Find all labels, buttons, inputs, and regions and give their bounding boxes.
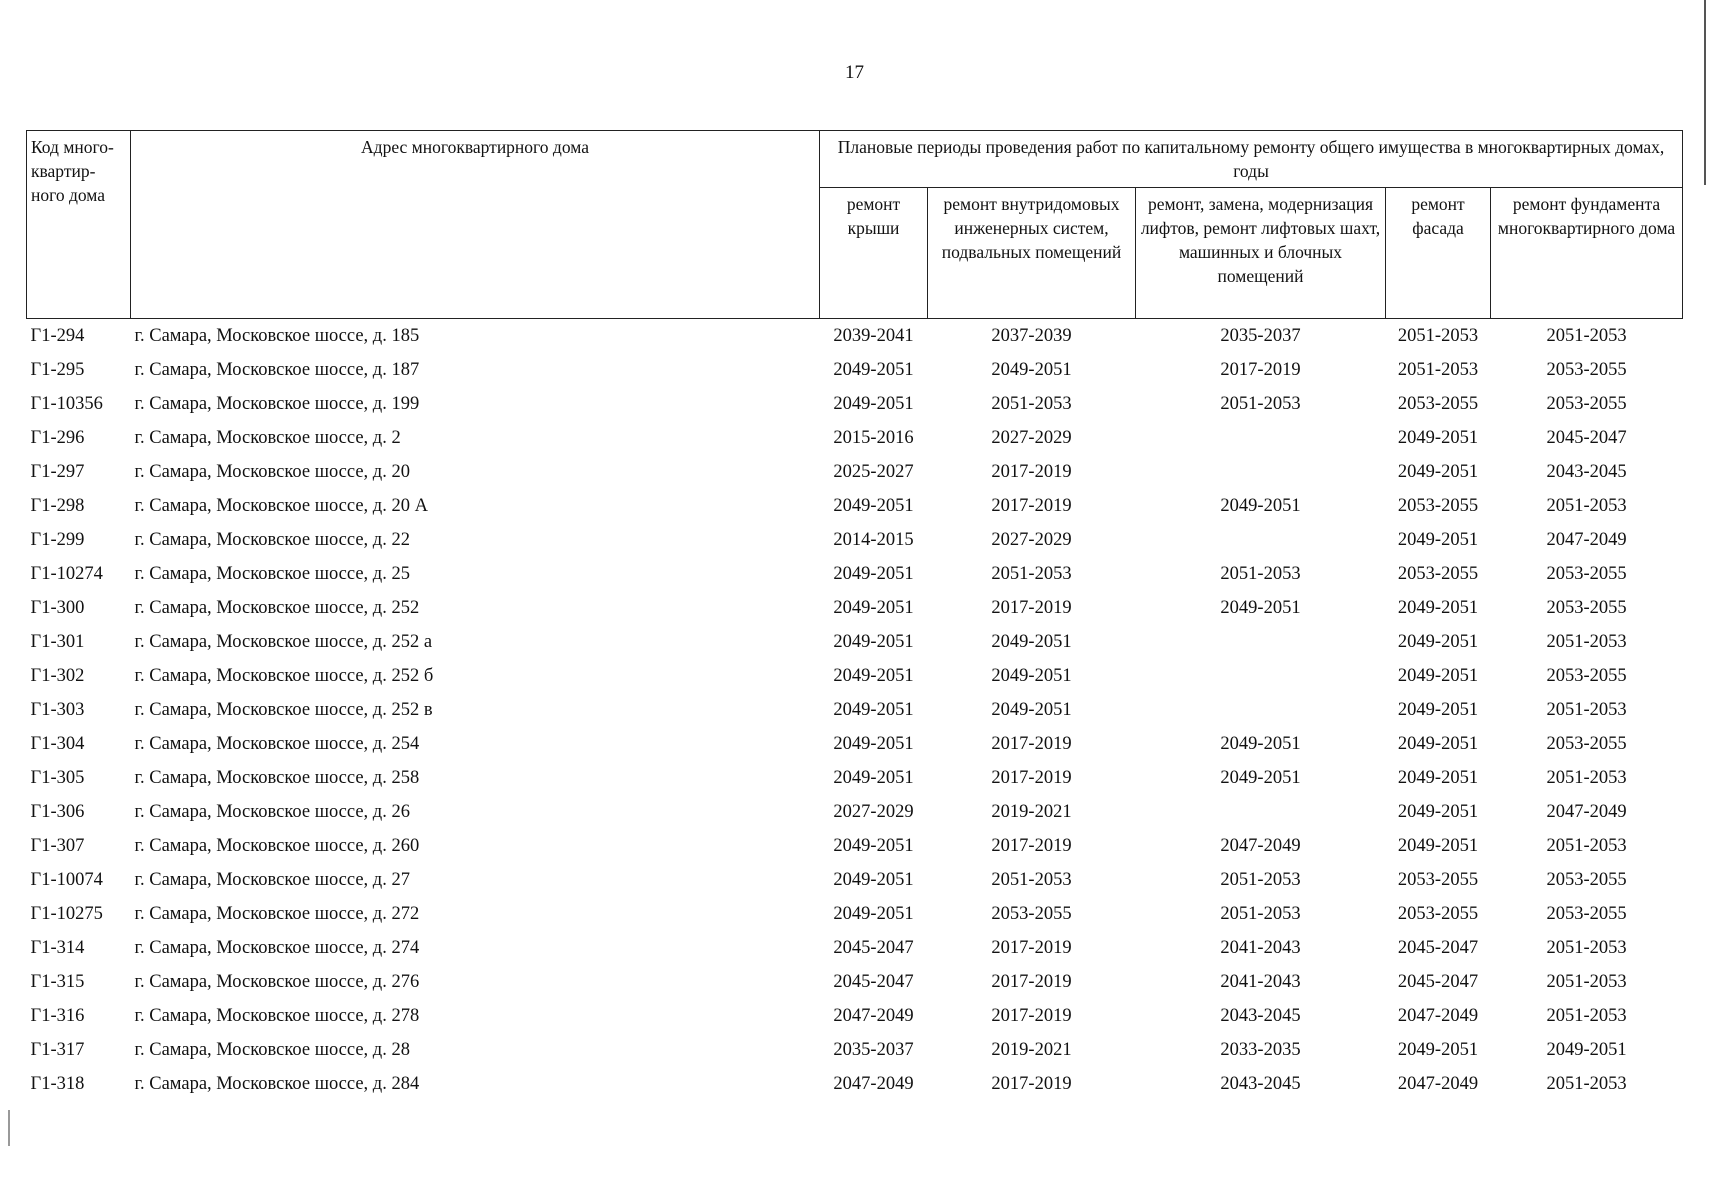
table-row [27,761,1683,795]
header-address: Адрес многоквартирного дома [131,131,820,319]
row-systems: 2017-2019 [991,462,1072,482]
row-systems: 2019-2021 [991,1040,1072,1060]
row-facade: 2049-2051 [1397,836,1479,856]
row-foundation: 2051-2053 [1546,632,1627,652]
row-roof: 2045-2047 [833,938,914,958]
row-roof: 2049-2051 [833,632,914,652]
row-foundation: 2051-2053 [1546,1074,1627,1094]
row-address: г. Самара, Московское шоссе, д. 254 [134,734,420,754]
row-facade: 2049-2051 [1397,768,1479,788]
row-address: г. Самара, Московское шоссе, д. 260 [134,836,420,856]
table-row [27,659,1683,693]
row-systems: 2017-2019 [991,938,1072,958]
row-lifts: 2043-2045 [1220,1006,1301,1026]
header-lifts: ремонт, замена, модернизация лифтов, ремонт лифтовых шахт, машинных и блочных помещений [1136,188,1386,319]
row-systems: 2037-2039 [991,326,1072,346]
row-lifts: 2041-2043 [1220,938,1301,958]
row-code: Г1-10074 [30,870,103,890]
row-code: Г1-296 [30,428,85,448]
row-foundation: 2053-2055 [1546,870,1627,890]
table-row [27,421,1683,455]
row-lifts: 2049-2051 [1220,496,1301,516]
row-lifts [1136,455,1386,489]
row-facade: 2051-2053 [1397,326,1479,346]
row-systems: 2051-2053 [991,870,1072,890]
table-row [27,557,1683,591]
row-lifts: 2041-2043 [1220,972,1301,992]
row-address: г. Самара, Московское шоссе, д. 187 [134,360,420,380]
row-systems: 2017-2019 [991,836,1072,856]
row-code: Г1-294 [30,326,85,346]
row-systems: 2027-2029 [991,530,1072,550]
table-row [27,387,1683,421]
row-systems: 2017-2019 [991,1006,1072,1026]
row-lifts [1136,625,1386,659]
row-roof: 2027-2029 [833,802,914,822]
header-code: Код много-квартир-ного дома [27,131,131,319]
table-row [27,795,1683,829]
row-address: г. Самара, Московское шоссе, д. 284 [134,1074,420,1094]
row-systems: 2017-2019 [991,768,1072,788]
header-periods-group: Плановые периоды проведения работ по капитальному ремонту общего имущества в многоквартирных домах, годы [820,131,1683,188]
table-row [27,1033,1683,1067]
row-systems: 2017-2019 [991,734,1072,754]
row-code: Г1-304 [30,734,85,754]
row-roof: 2035-2037 [833,1040,914,1060]
row-systems: 2017-2019 [991,1074,1072,1094]
row-roof: 2047-2049 [833,1074,914,1094]
row-systems: 2049-2051 [991,632,1072,652]
row-code: Г1-10356 [30,394,103,414]
row-facade: 2049-2051 [1397,1040,1479,1060]
row-roof: 2015-2016 [833,428,914,448]
table-row [27,625,1683,659]
row-roof: 2049-2051 [833,734,914,754]
row-foundation: 2051-2053 [1546,836,1627,856]
header-foundation: ремонт фундамента многоквартирного дома [1491,188,1683,319]
row-roof: 2049-2051 [833,394,914,414]
row-code: Г1-303 [30,700,85,720]
table-row [27,489,1683,523]
row-address: г. Самара, Московское шоссе, д. 2 [134,428,401,448]
header-systems: ремонт внутридомовых инженерных систем, подвальных помещений [928,188,1136,319]
row-roof: 2039-2041 [833,326,914,346]
row-address: г. Самара, Московское шоссе, д. 258 [134,768,420,788]
row-roof: 2045-2047 [833,972,914,992]
row-lifts [1136,523,1386,557]
row-facade: 2053-2055 [1397,904,1479,924]
row-foundation: 2051-2053 [1546,496,1627,516]
row-facade: 2049-2051 [1397,734,1479,754]
row-code: Г1-302 [30,666,85,686]
table-row [27,897,1683,931]
row-facade: 2049-2051 [1397,428,1479,448]
row-foundation: 2043-2045 [1546,462,1627,482]
table-row [27,591,1683,625]
page-number: 17 [845,62,864,83]
row-address: г. Самара, Московское шоссе, д. 22 [134,530,410,550]
row-facade: 2053-2055 [1397,564,1479,584]
row-foundation: 2053-2055 [1546,360,1627,380]
row-roof: 2047-2049 [833,1006,914,1026]
row-foundation: 2053-2055 [1546,394,1627,414]
row-lifts: 2051-2053 [1220,394,1301,414]
row-lifts [1136,659,1386,693]
row-address: г. Самара, Московское шоссе, д. 199 [134,394,420,414]
table-row [27,999,1683,1033]
table-row [27,353,1683,387]
row-roof: 2025-2027 [833,462,914,482]
row-code: Г1-301 [30,632,85,652]
row-lifts: 2051-2053 [1220,904,1301,924]
table-row [27,829,1683,863]
row-roof: 2049-2051 [833,564,914,584]
row-code: Г1-315 [30,972,85,992]
row-systems: 2049-2051 [991,666,1072,686]
row-roof: 2049-2051 [833,360,914,380]
row-facade: 2049-2051 [1397,462,1479,482]
row-foundation: 2053-2055 [1546,598,1627,618]
row-facade: 2047-2049 [1397,1006,1479,1026]
row-lifts: 2049-2051 [1220,734,1301,754]
header-roof: ремонт крыши [820,188,928,319]
row-roof: 2014-2015 [833,530,914,550]
row-code: Г1-318 [30,1074,85,1094]
row-systems: 2049-2051 [991,700,1072,720]
row-facade: 2051-2053 [1397,360,1479,380]
row-address: г. Самара, Московское шоссе, д. 20 [134,462,410,482]
row-foundation: 2047-2049 [1546,802,1627,822]
row-facade: 2049-2051 [1397,666,1479,686]
row-lifts: 2033-2035 [1220,1040,1301,1060]
row-address: г. Самара, Московское шоссе, д. 278 [134,1006,420,1026]
row-facade: 2049-2051 [1397,632,1479,652]
row-facade: 2049-2051 [1397,598,1479,618]
scan-edge-line [1704,0,1706,185]
row-address: г. Самара, Московское шоссе, д. 252 в [134,700,433,720]
row-code: Г1-317 [30,1040,85,1060]
row-systems: 2027-2029 [991,428,1072,448]
row-roof: 2049-2051 [833,836,914,856]
row-foundation: 2045-2047 [1546,428,1627,448]
row-address: г. Самара, Московское шоссе, д. 252 а [134,632,433,652]
row-facade: 2049-2051 [1397,530,1479,550]
row-foundation: 2049-2051 [1546,1040,1627,1060]
row-foundation: 2053-2055 [1546,904,1627,924]
row-address: г. Самара, Московское шоссе, д. 185 [134,326,420,346]
row-address: г. Самара, Московское шоссе, д. 276 [134,972,420,992]
row-address: г. Самара, Московское шоссе, д. 252 [134,598,420,618]
row-code: Г1-300 [30,598,85,618]
row-foundation: 2051-2053 [1546,972,1627,992]
table-row [27,863,1683,897]
repair-schedule-table [26,130,1683,1101]
row-roof: 2049-2051 [833,904,914,924]
table-header [27,131,1683,319]
row-facade: 2053-2055 [1397,496,1479,516]
row-systems: 2019-2021 [991,802,1072,822]
row-foundation: 2051-2053 [1546,326,1627,346]
row-facade: 2045-2047 [1397,972,1479,992]
row-facade: 2047-2049 [1397,1074,1479,1094]
row-facade: 2045-2047 [1397,938,1479,958]
row-roof: 2049-2051 [833,666,914,686]
row-roof: 2049-2051 [833,870,914,890]
row-foundation: 2053-2055 [1546,564,1627,584]
row-facade: 2049-2051 [1397,802,1479,822]
scan-edge-line [8,1110,10,1146]
row-lifts: 2049-2051 [1220,598,1301,618]
row-lifts: 2051-2053 [1220,870,1301,890]
table-row [27,319,1683,354]
row-address: г. Самара, Московское шоссе, д. 272 [134,904,420,924]
row-lifts [1136,693,1386,727]
row-lifts: 2017-2019 [1220,360,1301,380]
row-code: Г1-298 [30,496,85,516]
row-address: г. Самара, Московское шоссе, д. 252 б [134,666,434,686]
row-foundation: 2051-2053 [1546,700,1627,720]
table-row [27,1067,1683,1101]
row-lifts [1136,795,1386,829]
row-code: Г1-297 [30,462,85,482]
row-lifts: 2047-2049 [1220,836,1301,856]
row-roof: 2049-2051 [833,768,914,788]
row-foundation: 2051-2053 [1546,768,1627,788]
table-row [27,727,1683,761]
row-lifts: 2035-2037 [1220,326,1301,346]
row-systems: 2017-2019 [991,496,1072,516]
row-systems: 2051-2053 [991,394,1072,414]
row-roof: 2049-2051 [833,496,914,516]
row-code: Г1-295 [30,360,85,380]
row-foundation: 2051-2053 [1546,938,1627,958]
row-code: Г1-316 [30,1006,85,1026]
header-facade: ремонт фасада [1386,188,1491,319]
row-code: Г1-306 [30,802,85,822]
row-systems: 2053-2055 [991,904,1072,924]
row-facade: 2053-2055 [1397,870,1479,890]
row-facade: 2049-2051 [1397,700,1479,720]
row-foundation: 2051-2053 [1546,1006,1627,1026]
table-row [27,931,1683,965]
row-code: Г1-10274 [30,564,103,584]
table-row [27,693,1683,727]
row-address: г. Самара, Московское шоссе, д. 274 [134,938,420,958]
row-address: г. Самара, Московское шоссе, д. 27 [134,870,410,890]
row-code: Г1-307 [30,836,85,856]
row-code: Г1-299 [30,530,85,550]
row-systems: 2017-2019 [991,972,1072,992]
row-code: Г1-10275 [30,904,103,924]
row-foundation: 2053-2055 [1546,666,1627,686]
row-lifts: 2049-2051 [1220,768,1301,788]
row-address: г. Самара, Московское шоссе, д. 28 [134,1040,410,1060]
row-lifts: 2043-2045 [1220,1074,1301,1094]
row-address: г. Самара, Московское шоссе, д. 26 [134,802,410,822]
row-lifts [1136,421,1386,455]
table-row [27,523,1683,557]
row-roof: 2049-2051 [833,598,914,618]
row-facade: 2053-2055 [1397,394,1479,414]
row-systems: 2049-2051 [991,360,1072,380]
table-row [27,965,1683,999]
row-foundation: 2047-2049 [1546,530,1627,550]
table-body [27,319,1683,1102]
row-systems: 2051-2053 [991,564,1072,584]
row-lifts: 2051-2053 [1220,564,1301,584]
row-systems: 2017-2019 [991,598,1072,618]
row-address: г. Самара, Московское шоссе, д. 25 [134,564,410,584]
row-code: Г1-305 [30,768,85,788]
row-roof: 2049-2051 [833,700,914,720]
row-code: Г1-314 [30,938,85,958]
row-address: г. Самара, Московское шоссе, д. 20 А [134,496,428,516]
table-row [27,455,1683,489]
row-foundation: 2053-2055 [1546,734,1627,754]
